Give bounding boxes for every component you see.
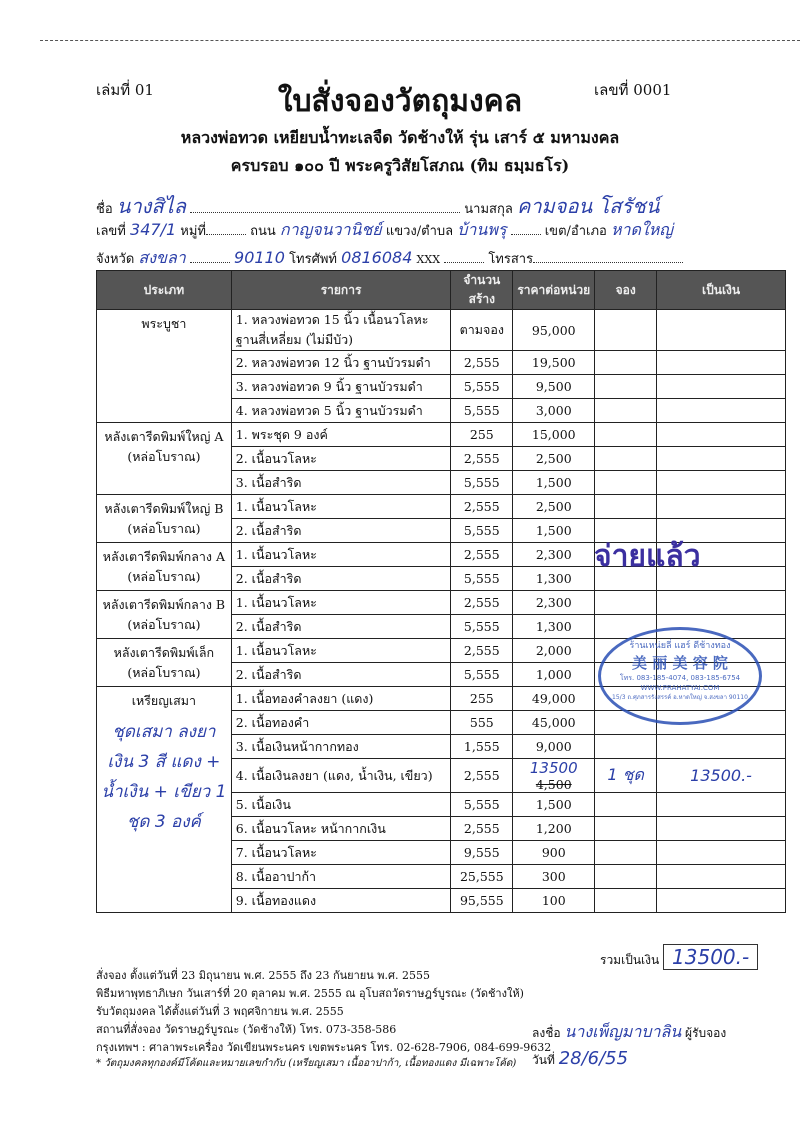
cell-book[interactable] bbox=[595, 793, 657, 817]
cell-amount[interactable] bbox=[657, 495, 786, 519]
district-label: เขต/อำเภอ bbox=[544, 224, 607, 239]
stamp-line-1: ร้านเหน่ยลี่ แฮร์ ดีช้างทอง bbox=[629, 641, 731, 651]
header-price: ราคาต่อหน่วย bbox=[513, 271, 595, 310]
cell-item: 4. เนื้อเงินลงยา (แดง, น้ำเงิน, เขียว) bbox=[231, 759, 451, 793]
cell-qty: 255 bbox=[451, 423, 513, 447]
cell-price: 100 bbox=[513, 889, 595, 913]
total-row bbox=[600, 944, 758, 970]
cell-qty: 2,555 bbox=[451, 447, 513, 471]
cell-item: 7. เนื้อนวโลหะ bbox=[231, 841, 451, 865]
cell-price: 1,200 bbox=[513, 817, 595, 841]
form-row-province bbox=[96, 246, 683, 271]
cell-item: 2. เนื้อนวโลหะ bbox=[231, 447, 451, 471]
cell-price: 2,000 bbox=[513, 639, 595, 663]
cell-qty: 5,555 bbox=[451, 615, 513, 639]
footer-line-6: * วัตถุมงคลทุกองค์มีโค้ดและหมายเลขกำกับ (เหรียญเสมา เนื้ออาปาก้า, เนื้อทองแดง มีเฉพาะโค้ด) bbox=[96, 1058, 517, 1069]
paid-mark: จ่ายแล้ว bbox=[594, 539, 701, 574]
cell-qty: 25,555 bbox=[451, 865, 513, 889]
footer-line-4: สถานที่สั่งจอง วัดราษฎร์บูรณะ (วัดช้างให้) โทร. 073-358-586 bbox=[96, 1023, 397, 1036]
cell-book[interactable]: 1 ชุด bbox=[595, 759, 657, 793]
cell-item: 4. หลวงพ่อทวด 5 นิ้ว ฐานบัวรมดำ bbox=[231, 399, 451, 423]
cell-qty: 5,555 bbox=[451, 663, 513, 687]
cell-qty: 95,555 bbox=[451, 889, 513, 913]
cell-item: 3. เนื้อสำริด bbox=[231, 471, 451, 495]
cell-qty: 5,555 bbox=[451, 793, 513, 817]
road-label: ถนน bbox=[250, 224, 276, 239]
cell-qty: 2,555 bbox=[451, 351, 513, 375]
footer-line-5: กรุงเทพฯ : ศาลาพระเครื่อง วัดเขียนพระนคร เขตพระนคร โทร. 02-628-7906, 084-699-9632 bbox=[96, 1041, 552, 1054]
cell-item: 1. เนื้อนวโลหะ bbox=[231, 495, 451, 519]
footer-line-1: สั่งจอง ตั้งแต่วันที่ 23 มิถุนายน พ.ศ. 2555 ถึง 23 กันยายน พ.ศ. 2555 bbox=[96, 969, 430, 982]
phone-label: โทรศัพท์ bbox=[289, 252, 337, 267]
cell-price: 2,500 bbox=[513, 495, 595, 519]
cell-qty: 2,555 bbox=[451, 543, 513, 567]
cell-qty: 555 bbox=[451, 711, 513, 735]
cell-book[interactable] bbox=[595, 889, 657, 913]
cell-item: 6. เนื้อนวโลหะ หน้ากากเงิน bbox=[231, 817, 451, 841]
cell-item: 8. เนื้ออาปาก้า bbox=[231, 865, 451, 889]
top-dash-line bbox=[40, 40, 800, 41]
cell-qty: 1,555 bbox=[451, 735, 513, 759]
phone-value[interactable]: 0816084 bbox=[341, 248, 413, 267]
table-row bbox=[97, 310, 786, 351]
cell-amount[interactable] bbox=[657, 375, 786, 399]
cell-qty: 5,555 bbox=[451, 519, 513, 543]
cell-qty: 5,555 bbox=[451, 471, 513, 495]
province-label: จังหวัด bbox=[96, 252, 135, 267]
cell-book[interactable] bbox=[595, 591, 657, 615]
original-price: 4,500 bbox=[535, 777, 572, 792]
cell-amount[interactable] bbox=[657, 735, 786, 759]
cell-amount[interactable] bbox=[657, 865, 786, 889]
cell-item: 1. พระชุด 9 องค์ bbox=[231, 423, 451, 447]
header-type: ประเภท bbox=[97, 271, 232, 310]
stamp-line-3: โทร. 083-185-4074, 083-185-6754 bbox=[619, 674, 741, 682]
receiver-label: ผู้รับจอง bbox=[685, 1026, 727, 1040]
cell-price: 9,500 bbox=[513, 375, 595, 399]
document-number: เลขที่ 0001 bbox=[594, 81, 672, 99]
book-number: เล่มที่ 01 bbox=[96, 81, 154, 99]
district-value[interactable]: หาดใหญ่ bbox=[610, 220, 673, 239]
cell-book[interactable] bbox=[595, 471, 657, 495]
cell-price: 1,300 bbox=[513, 567, 595, 591]
cell-price: 49,000 bbox=[513, 687, 595, 711]
cell-price: 1,500 bbox=[513, 519, 595, 543]
name-value[interactable]: นางสิไล bbox=[116, 194, 186, 218]
zip-value[interactable]: 90110 bbox=[234, 248, 285, 267]
cell-item: 1. หลวงพ่อทวด 15 นิ้ว เนื้อนวโลหะ ฐานสี่เหลี่ยม (ไม่มีบัว) bbox=[231, 310, 451, 351]
cell-book[interactable] bbox=[595, 495, 657, 519]
cell-qty: 5,555 bbox=[451, 567, 513, 591]
cell-book[interactable] bbox=[595, 841, 657, 865]
cell-qty: 2,555 bbox=[451, 591, 513, 615]
header-amount: เป็นเงิน bbox=[657, 271, 786, 310]
cell-price: 1,300 bbox=[513, 615, 595, 639]
cell-qty: 2,555 bbox=[451, 495, 513, 519]
order-table bbox=[96, 270, 786, 913]
subtitle-1: หลวงพ่อทวด เหยียบน้ำทะเลจืด วัดช้างให้ รุ่น เสาร์ ๕ มหามงคล bbox=[180, 128, 620, 147]
footer-line-2: พิธีมหาพุทธาภิเษก วันเสาร์ที่ 20 ตุลาคม พ.ศ. 2555 ณ อุโบสถวัดราษฎร์บูรณะ (วัดช้างให้) bbox=[96, 987, 524, 1000]
cell-amount[interactable] bbox=[657, 447, 786, 471]
cell-qty: 2,555 bbox=[451, 639, 513, 663]
cell-book[interactable] bbox=[595, 447, 657, 471]
address-value[interactable]: 347/1 bbox=[130, 220, 177, 239]
cell-qty: ตามจอง bbox=[451, 310, 513, 351]
cell-book[interactable] bbox=[595, 865, 657, 889]
stamp-line-2: 美 丽 美 容 院 bbox=[632, 654, 728, 672]
header-item: รายการ bbox=[231, 271, 451, 310]
cell-book[interactable] bbox=[595, 375, 657, 399]
cell-amount[interactable] bbox=[657, 889, 786, 913]
cell-book[interactable] bbox=[595, 310, 657, 351]
signature-row bbox=[532, 1020, 726, 1045]
group-name: หลังเตารีดพิมพ์เล็ก (หล่อโบราณ) bbox=[97, 639, 232, 687]
cell-price: 15,000 bbox=[513, 423, 595, 447]
table-row bbox=[97, 423, 786, 447]
group-name: หลังเตารีดพิมพ์ใหญ่ B (หล่อโบราณ) bbox=[97, 495, 232, 543]
cell-item: 5. เนื้อเงิน bbox=[231, 793, 451, 817]
group-name: หลังเตารีดพิมพ์ใหญ่ A (หล่อโบราณ) bbox=[97, 423, 232, 495]
cell-amount[interactable] bbox=[657, 399, 786, 423]
group-name bbox=[97, 687, 232, 913]
cell-amount[interactable] bbox=[657, 591, 786, 615]
footer-line-3: รับวัตถุมงคล ได้ตั้งแต่วันที่ 3 พฤศจิกายน พ.ศ. 2555 bbox=[96, 1005, 344, 1018]
cell-item: 1. เนื้อนวโลหะ bbox=[231, 591, 451, 615]
shop-stamp bbox=[598, 627, 762, 725]
form-row-address bbox=[96, 218, 673, 243]
cell-item: 9. เนื้อทองแดง bbox=[231, 889, 451, 913]
cell-qty: 5,555 bbox=[451, 399, 513, 423]
cell-item: 2. หลวงพ่อทวด 12 นิ้ว ฐานบัวรมดำ bbox=[231, 351, 451, 375]
cell-price: 300 bbox=[513, 865, 595, 889]
stamp-line-4: WWW.PRAHATYAI.COM bbox=[640, 684, 720, 692]
header-qty: จำนวนสร้าง bbox=[451, 271, 513, 310]
header-book: จอง bbox=[595, 271, 657, 310]
total-value[interactable]: 13500.- bbox=[663, 944, 758, 970]
cell-qty: 255 bbox=[451, 687, 513, 711]
cell-price: 900 bbox=[513, 841, 595, 865]
cell-book[interactable] bbox=[595, 423, 657, 447]
cell-price: 3,000 bbox=[513, 399, 595, 423]
road-value[interactable]: กาญจนวานิชย์ bbox=[279, 220, 382, 239]
cell-price: 9,000 bbox=[513, 735, 595, 759]
cell-qty: 9,555 bbox=[451, 841, 513, 865]
cell-amount[interactable] bbox=[657, 817, 786, 841]
cell-item: 1. เนื้อนวโลหะ bbox=[231, 639, 451, 663]
subtitle-2: ครบรอบ ๑๐๐ ปี พระครูวิสัยโสภณ (ทิม ธมฺมธโร) bbox=[230, 156, 570, 175]
phone-mask: XXX bbox=[416, 253, 441, 266]
cell-price: 2,300 bbox=[513, 543, 595, 567]
table-header-row bbox=[97, 271, 786, 310]
fax-label: โทรสาร bbox=[488, 252, 534, 267]
table-row bbox=[97, 495, 786, 519]
cell-amount[interactable] bbox=[657, 841, 786, 865]
cell-amount[interactable] bbox=[657, 793, 786, 817]
cell-item: 3. เนื้อเงินหน้ากากทอง bbox=[231, 735, 451, 759]
cell-amount[interactable]: 13500.- bbox=[657, 759, 786, 793]
cell-item: 2. เนื้อสำริด bbox=[231, 663, 451, 687]
cell-book[interactable] bbox=[595, 351, 657, 375]
page-title: ใบสั่งจองวัตถุมงคล bbox=[277, 84, 523, 119]
date-label: วันที่ bbox=[532, 1053, 555, 1067]
cell-amount[interactable] bbox=[657, 351, 786, 375]
cell-item: 2. เนื้อสำริด bbox=[231, 567, 451, 591]
cell-price: 2,500 bbox=[513, 447, 595, 471]
group-name: หลังเตารีดพิมพ์กลาง A (หล่อโบราณ) bbox=[97, 543, 232, 591]
cell-price bbox=[513, 759, 595, 793]
cell-item: 3. หลวงพ่อทวด 9 นิ้ว ฐานบัวรมดำ bbox=[231, 375, 451, 399]
surname-label: นามสกุล bbox=[464, 202, 513, 217]
total-label: รวมเป็นเงิน bbox=[600, 953, 660, 967]
group-name-text: เหรียญเสมา bbox=[131, 693, 197, 708]
date-value[interactable]: 28/6/55 bbox=[558, 1048, 629, 1069]
sign-label: ลงชื่อ bbox=[532, 1026, 561, 1040]
cell-item: 1. เนื้อนวโลหะ bbox=[231, 543, 451, 567]
cell-price: 1,500 bbox=[513, 793, 595, 817]
subdistrict-label: แขวง/ตำบล bbox=[385, 224, 454, 239]
cell-book[interactable] bbox=[595, 735, 657, 759]
province-value[interactable]: สงขลา bbox=[138, 248, 186, 267]
subdistrict-value[interactable]: บ้านพรุ bbox=[457, 220, 507, 239]
cell-item: 2. เนื้อสำริด bbox=[231, 519, 451, 543]
group-name: พระบูชา bbox=[97, 310, 232, 423]
cell-book[interactable] bbox=[595, 399, 657, 423]
handwritten-price: 13500 bbox=[529, 759, 578, 777]
cell-price: 45,000 bbox=[513, 711, 595, 735]
cell-item: 2. เนื้อทองคำ bbox=[231, 711, 451, 735]
cell-amount[interactable] bbox=[657, 310, 786, 351]
cell-amount[interactable] bbox=[657, 471, 786, 495]
cell-amount[interactable] bbox=[657, 423, 786, 447]
cell-qty: 2,555 bbox=[451, 759, 513, 793]
cell-qty: 2,555 bbox=[451, 817, 513, 841]
surname-value[interactable]: คามจอน โสรัชน์ bbox=[516, 194, 660, 218]
cell-book[interactable] bbox=[595, 817, 657, 841]
cell-price: 2,300 bbox=[513, 591, 595, 615]
address-label: เลขที่ bbox=[96, 224, 126, 239]
cell-price: 1,000 bbox=[513, 663, 595, 687]
handwritten-note: ชุดเสมา ลงยาเงิน 3 สี แดง + น้ำเงิน + เขียว 1 ชุด 3 องค์ bbox=[101, 722, 227, 832]
table-row bbox=[97, 591, 786, 615]
group-name: หลังเตารีดพิมพ์กลาง B (หล่อโบราณ) bbox=[97, 591, 232, 639]
moo-label: หมู่ที่ bbox=[180, 224, 206, 239]
stamp-line-5: 15/3 ถ.ศุภสารรังสรรค์ อ.หาดใหญ่ จ.สงขลา 90110 bbox=[612, 694, 748, 701]
date-row bbox=[532, 1048, 628, 1070]
cell-price: 95,000 bbox=[513, 310, 595, 351]
cell-price: 19,500 bbox=[513, 351, 595, 375]
cell-price: 1,500 bbox=[513, 471, 595, 495]
sign-value[interactable]: นางเพ็ญมาบาลิน bbox=[564, 1022, 682, 1041]
name-label: ชื่อ bbox=[96, 202, 113, 217]
cell-item: 1. เนื้อทองคำลงยา (แดง) bbox=[231, 687, 451, 711]
cell-item: 2. เนื้อสำริด bbox=[231, 615, 451, 639]
cell-qty: 5,555 bbox=[451, 375, 513, 399]
